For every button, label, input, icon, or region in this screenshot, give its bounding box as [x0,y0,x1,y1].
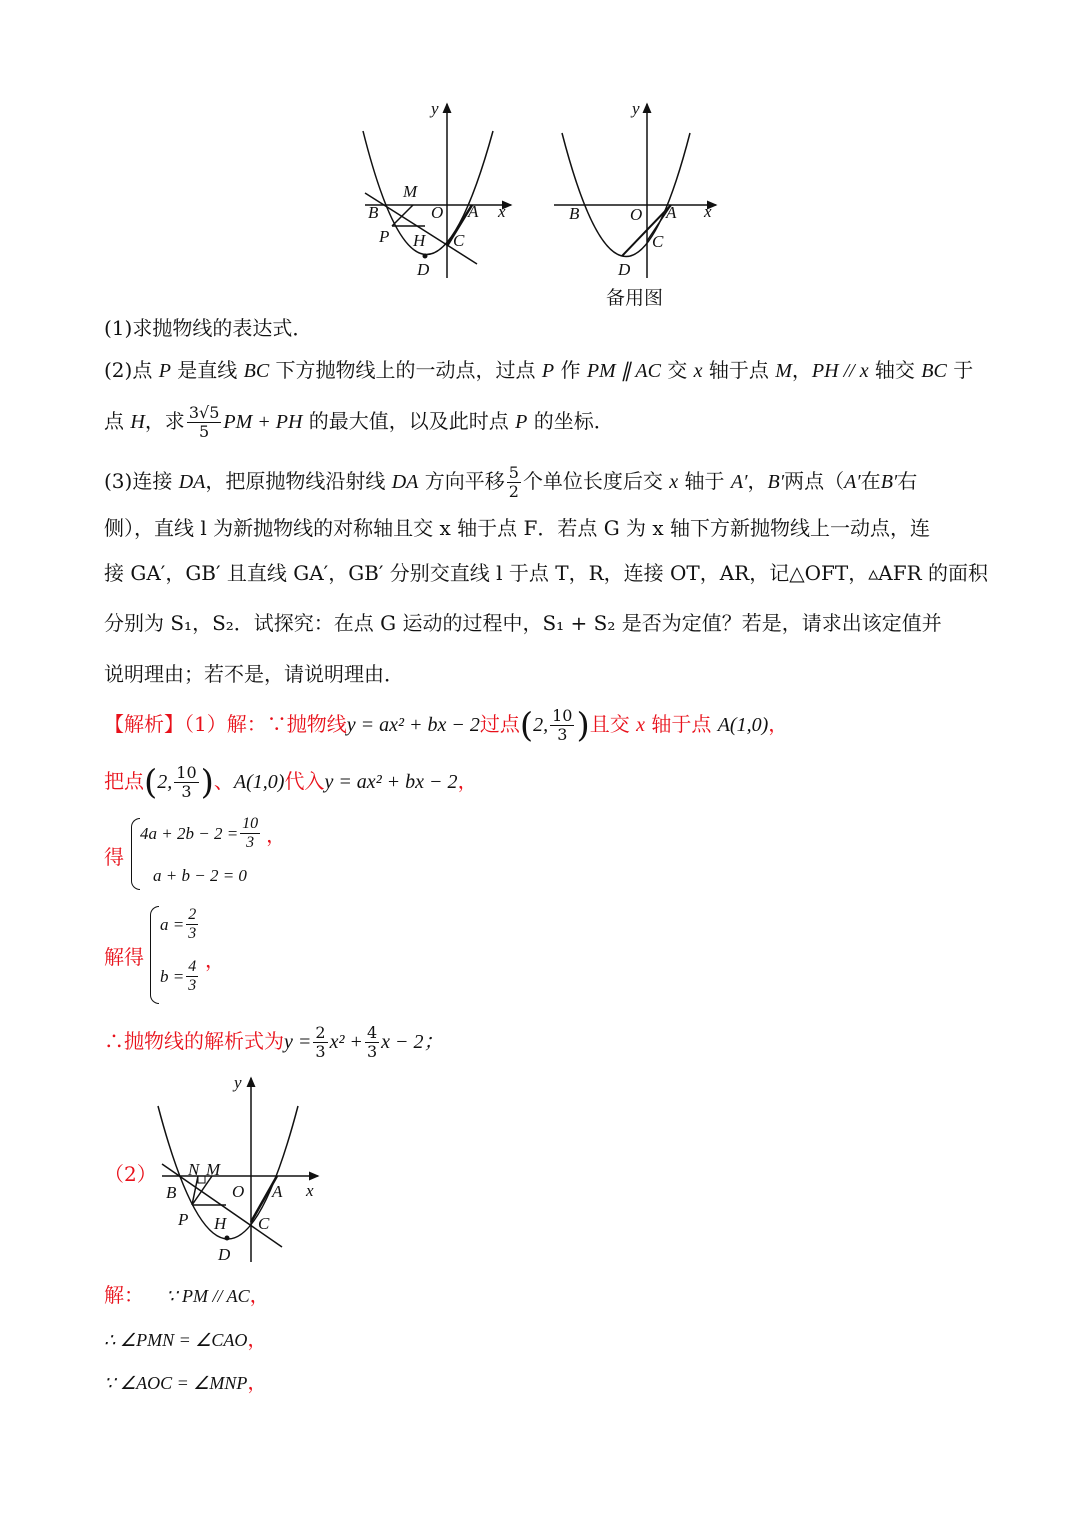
label-o: O [630,205,643,224]
question-2-line-1: (2)点 P 是直线 BC 下方抛物线上的一动点，过点 P 作 PM ∥ AC 交 x 轴于点 M，PH // x 轴交 BC 于 [104,358,974,382]
label-m: M [403,182,418,201]
label-d: D [618,260,631,279]
label-o: O [431,203,444,222]
question-1: (1)求抛物线的表达式． [104,316,313,340]
label-c: C [258,1214,270,1233]
solution-line-result: ∴抛物线的解析式为y = $\frac{2}{3}$ x² + $\frac{4}{3}$ x − 2； [104,1023,444,1061]
label-x: x [306,1181,314,1200]
part-2-label: （2） [104,1162,157,1186]
label-d: D [417,260,430,279]
label-y: y [234,1073,242,1092]
solution-line-2: 把点(2, $\frac{10}{3}$ )、A(1,0)代入y = ax² + bx − 2， [104,762,478,803]
system-1-brace [131,818,140,890]
label-m: M [206,1160,221,1179]
label-h: H [214,1214,227,1233]
parabola-curve [562,133,690,257]
label-p: P [178,1210,189,1229]
label-y: y [431,99,439,118]
figure-caption: 备用图 [606,287,664,309]
system-2-label: 解得 [104,945,144,969]
label-b: B [368,203,379,222]
label-b: B [166,1183,177,1202]
figure-backup-parabola [550,98,725,283]
label-d: D [218,1245,231,1264]
label-x: x [704,202,712,221]
question-3-line-2: 侧），直线 l 为新抛物线的对称轴且交 x 轴于点 F．若点 G 为 x 轴下方新抛物线上一动点，连 [104,516,931,540]
system-2-eq-a: a = $\frac{2}{3}$ [160,906,197,942]
part-2-line-3: ∵ ∠AOC = ∠MNP， [104,1370,268,1394]
figure-part-2 [150,1072,325,1267]
system-1-label: 得 [104,845,124,869]
label-a: A [468,202,479,221]
question-3-line-1: (3)连接 DA，把原抛物线沿射线 DA 方向平移 $\frac{5}{2}$ 个单位长度后交 x 轴于 A′，B′两点（A′在B′右 [104,463,918,501]
label-o: O [232,1182,245,1201]
system-2-eq-b: b = $\frac{4}{3}$ [160,958,197,994]
question-3-line-4: 分别为 S₁，S₂．试探究：在点 G 运动的过程中，S₁ + S₂ 是否为定值？若是，请求出该定值并 [104,611,942,635]
question-3-line-5: 说明理由；若不是，请说明理由． [104,662,404,686]
label-p: P [379,227,390,246]
label-h: H [413,231,426,250]
label-y: y [632,99,640,118]
system-2-tail: ， [205,948,225,972]
point-d [423,254,428,259]
label-c: C [453,231,465,250]
label-b: B [569,204,580,223]
system-2-brace [150,906,159,1004]
line-pm [392,205,413,226]
point-d [225,1236,230,1241]
label-a: A [272,1182,283,1201]
system-1-eq-1: 4a + 2b − 2 = $\frac{10}{3}$ ， [140,815,287,851]
solution-line-1: 【解析】（1）解：∵抛物线y = ax² + bx − 2过点(2, $\frac{10}{3}$ )且交 x 轴于点 A(1,0)， [104,705,789,746]
figure-main-parabola [355,98,520,283]
label-n: N [188,1160,200,1179]
label-x: x [498,202,506,221]
question-2-line-2: 点 H，求 $\frac{3√5}{5}$ PM + PH 的最大值，以及此时点 P 的坐标． [104,403,614,441]
part-2-line-1: 解： ∵ PM // AC， [104,1283,270,1307]
part-2-line-2: ∴ ∠PMN = ∠CAO， [104,1327,268,1351]
system-1-eq-2: a + b − 2 = 0 [153,866,247,885]
label-a: A [666,203,677,222]
label-c: C [652,232,664,251]
question-3-line-3: 接 GA′，GB′ 且直线 GA′，GB′ 分别交直线 l 于点 T，R，连接 OT，AR，记△OFT，▵AFR 的面积 [104,561,989,585]
